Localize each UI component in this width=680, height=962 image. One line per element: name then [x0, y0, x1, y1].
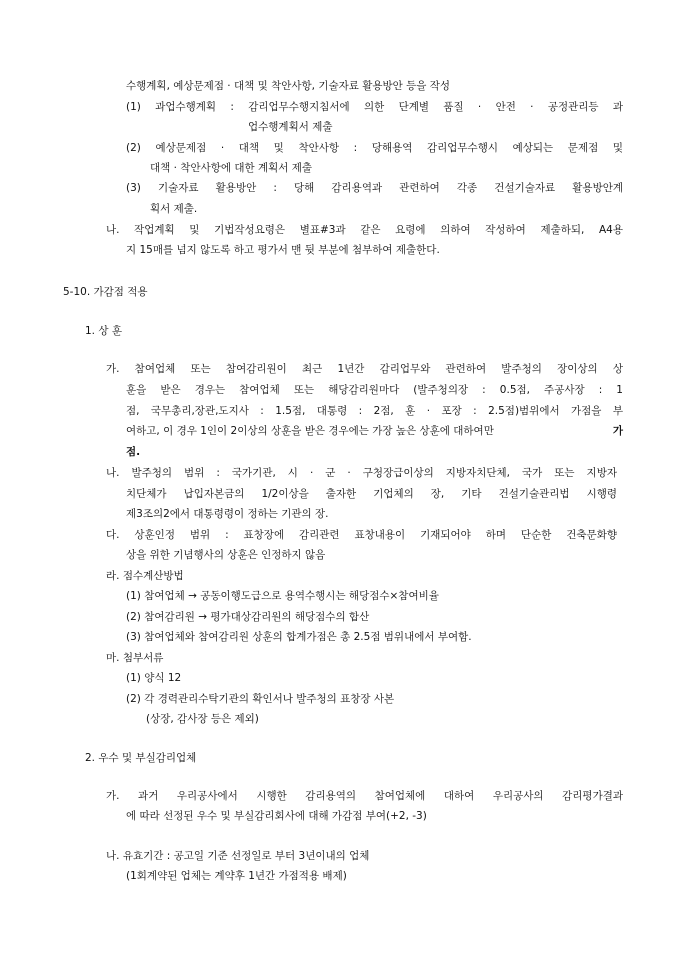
award-ga-line-d-bold: 가 [612, 425, 623, 437]
top-na-line-a: 나. 작업계획 및 기법작성요령은 별표#3과 같은 요령에 의하여 작성하여 제출하되, A4용 [106, 224, 623, 236]
top-item-2-line-a: (2) 예상문제점 · 대책 및 착안사항 : 당해용역 감리업무수행시 예상되는 문제점 및 [126, 142, 623, 154]
award-da-line-b: 상을 위한 기념행사의 상훈은 인정하지 않음 [126, 549, 326, 561]
award-ga-line-a: 가. 참여업체 또는 참여감리원이 최근 1년간 감리업무와 관련하여 발주청의 장이상의 상 [106, 363, 623, 375]
excellent-title: 2. 우수 및 부실감리업체 [85, 752, 197, 764]
award-ra-item-3: (3) 참여업체와 참여감리원 상훈의 합계가점은 총 2.5점 범위내에서 부여함. [126, 631, 472, 643]
award-ga-line-e: 점. [126, 446, 141, 458]
award-ga-line-d-text: 여하고, 이 경우 1인이 2이상의 상훈을 받은 경우에는 가장 높은 상훈에 대하여만 [126, 425, 494, 437]
award-title: 1. 상 훈 [85, 325, 122, 337]
award-ra-item-1: (1) 참여업체 → 공동이행도급으로 용역수행시는 해당점수×참여비율 [126, 590, 439, 602]
top-item-2-line-b: 대책 · 착안사항에 대한 계획서 제출 [150, 162, 313, 174]
top-item-1-line-a: (1) 과업수행계획 : 감리업무수행지침서에 의한 단계별 품질 · 안전 · 공정관리등 과 [126, 101, 623, 113]
award-ga-line-d [126, 424, 623, 438]
award-ma-item-2: (2) 각 경력관리수탁기관의 확인서나 발주청의 표창장 사본 [126, 693, 395, 705]
top-item-1-line-b: 업수행계획서 제출 [248, 121, 333, 133]
award-ra-item-2: (2) 참여감리원 → 평가대상감리원의 해당점수의 합산 [126, 611, 370, 623]
award-ra-title: 라. 점수계산방법 [106, 570, 184, 582]
top-line-1: 수행계획, 예상문제점 · 대책 및 착안사항, 기술자료 활용방안 등을 작성 [126, 80, 451, 92]
award-na-line-c: 제3조의2에서 대통령령이 정하는 기관의 장. [126, 508, 329, 520]
award-ma-item-3: (상장, 감사장 등은 제외) [146, 713, 259, 725]
top-item-3-line-a: (3) 기술자료 활용방안 : 당해 감리용역과 관련하여 각종 건설기술자료 활용방안계 [126, 182, 623, 194]
section-title: 5-10. 가감점 적용 [63, 286, 148, 298]
excellent-na-line-b: (1회계약된 업체는 계약후 1년간 가점적용 배제) [126, 870, 347, 882]
award-na-line-b: 치단체가 납입자본금의 1/2이상을 출자한 기업체의 장, 기타 건설기술관리법 시행령 [126, 488, 617, 500]
award-ga-line-b: 훈을 받은 경우는 참여업체 또는 해당감리원마다 (발주청의장 : 0.5점, 주공사장 : 1 [126, 384, 623, 396]
excellent-ga-line-b: 에 따라 선정된 우수 및 부실감리회사에 대해 가감점 부여(+2, -3) [126, 810, 427, 822]
award-ma-item-1: (1) 양식 12 [126, 672, 182, 684]
award-da-line-a: 다. 상훈인정 범위 : 표창장에 감리관련 표창내용이 기재되어야 하며 단순한 건축문화향 [106, 529, 617, 541]
excellent-ga-line-a: 가. 과거 우리공사에서 시행한 감리용역의 참여업체에 대하여 우리공사의 감리평가결과 [106, 790, 623, 802]
top-na-line-b: 지 15매를 넘지 않도록 하고 평가서 맨 뒷 부분에 첨부하여 제출한다. [126, 244, 440, 256]
award-na-line-a: 나. 발주청의 범위 : 국가기관, 시 · 군 · 구청장급이상의 지방자치단체, 국가 또는 지방자 [106, 467, 617, 479]
award-ga-line-c: 점, 국무총리,장관,도지사 : 1.5점, 대통령 : 2점, 훈 · 포장 : 2.5점)범위에서 가점을 부 [126, 405, 623, 417]
excellent-na-line-a: 나. 유효기간 : 공고일 기준 선정일로 부터 3년이내의 업체 [106, 850, 370, 862]
top-item-3-line-b: 획서 제출. [150, 203, 198, 215]
award-ma-title: 마. 첨부서류 [106, 652, 164, 664]
